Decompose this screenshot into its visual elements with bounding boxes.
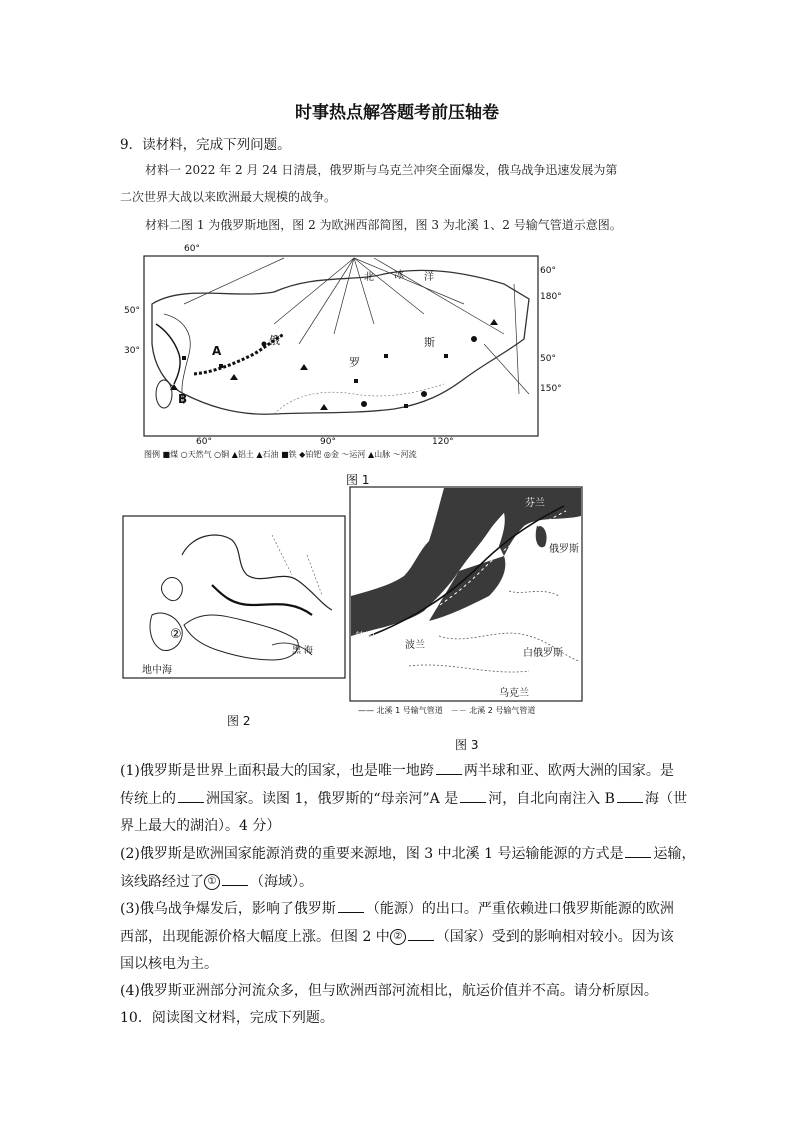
fig2-mediterranean: 地中海 — [142, 665, 172, 676]
fig3-finland: 芬兰 — [525, 498, 545, 509]
page-title: 时事热点解答题考前压轴卷 — [295, 103, 499, 123]
lon-label-60: 60° — [196, 437, 212, 447]
fig3-sweden: 瑞典 — [391, 528, 411, 539]
figure-3-caption: 图 3 — [455, 738, 479, 752]
label-B: B — [178, 392, 188, 406]
material-1-line-1: 材料一 2022 年 2 月 24 日清晨，俄罗斯与乌克兰冲突全面爆发，俄乌战争迅速发展为第 — [145, 163, 618, 177]
q1-blank-1[interactable] — [436, 760, 462, 775]
figure-1-caption: 图 1 — [346, 473, 370, 487]
nordstream-map-graphic — [349, 486, 583, 702]
fig3-ukraine: 乌克兰 — [499, 688, 529, 699]
label-yang: 洋 — [424, 272, 434, 283]
figure-1-russia-map — [124, 244, 564, 460]
label-bing: 冰 — [394, 270, 404, 281]
label-luo: 罗 — [349, 356, 360, 369]
right-label-150: 150° — [540, 384, 562, 394]
q1-blank-3[interactable] — [460, 788, 486, 803]
lon-label-90: 90° — [320, 437, 336, 447]
q2-text-b: 运输， — [653, 846, 696, 862]
q2-blank-2[interactable] — [222, 871, 248, 886]
q1-text-g: 界上最大的湖泊）。4 分） — [120, 818, 281, 834]
figure-3-nordstream-map — [349, 486, 583, 702]
q3-blank-2[interactable] — [408, 926, 434, 941]
fig2-black-sea: 黑 海 — [292, 646, 313, 656]
label-e: 俄 — [269, 334, 280, 347]
question-9-part-4: (4)俄罗斯亚洲部分河流众多，但与欧洲西部河流相比，航运价值并不高。请分析原因。 — [120, 983, 658, 999]
q1-blank-4[interactable] — [617, 788, 643, 803]
label-bei: 北 — [364, 272, 374, 283]
q1-text-b: 两半球和亚、欧两大洲的国家。是 — [463, 763, 674, 779]
fig3-poland: 波兰 — [405, 640, 425, 651]
fig3-germany: 德国 — [355, 632, 375, 643]
right-label-60: 60° — [540, 266, 556, 276]
figure-2-europe-map — [122, 515, 346, 679]
right-label-50: 50° — [540, 354, 556, 364]
q3-text-c: 西部，出现能源价格大幅度上涨。但图 2 中 — [120, 928, 390, 945]
label-A: A — [212, 344, 222, 358]
material-1-line-2: 二次世界大战以来欧洲最大规模的战争。 — [120, 190, 337, 204]
lon-label-120: 120° — [432, 437, 454, 447]
figure-3-legend: —— 北溪 1 号输气管道 －－ 北溪 2 号输气管道 — [358, 706, 536, 715]
material-2: 材料二图 1 为俄罗斯地图，图 2 为欧洲西部简图，图 3 为北溪 1、2 号输气管道示意图。 — [145, 218, 622, 232]
question-9-part-1 — [120, 758, 710, 841]
q3-blank-1[interactable] — [338, 898, 364, 913]
q2-blank-1[interactable] — [625, 843, 651, 858]
lat-label-50: 50° — [124, 306, 140, 316]
lat-label-30: 30° — [124, 346, 140, 356]
label-si: 斯 — [424, 336, 435, 349]
q2-text-a: (2)俄罗斯是欧洲国家能源消费的重要来源地，图 3 中北溪 1 号运输能源的方式是 — [120, 846, 624, 862]
q1-blank-2[interactable] — [178, 788, 204, 803]
q1-text-f: 海（世 — [644, 790, 687, 807]
question-10-stem: 10．阅读图文材料，完成下列题。 — [120, 1010, 334, 1026]
russia-map-graphic — [124, 244, 564, 460]
q2-circle-1: ① — [204, 874, 220, 890]
q3-text-d: （国家）受到的影响相对较小。因为该 — [435, 928, 674, 945]
q3-text-e: 国以核电为主。 — [120, 956, 218, 972]
question-9-stem: 9．读材料，完成下列问题。 — [120, 137, 291, 153]
q2-text-c: 该线路经过了 — [120, 873, 204, 890]
figure-1-legend: 图例 ■煤 ○天然气 ○铜 ▲铝土 ▲石油 ■铁 ◆铂钯 ◎金 ～运河 ▲山脉 ～河流 — [144, 450, 417, 459]
q2-text-d: （海域）。 — [250, 873, 313, 890]
q1-text-d: 洲国家。读图 1，俄罗斯的“母亲河”A 是 — [206, 790, 459, 807]
fig3-russia: 俄罗斯 — [549, 544, 579, 555]
q1-text-c: 传统上的 — [120, 790, 176, 807]
figure-2-caption: 图 2 — [227, 714, 251, 728]
q3-text-b: （能源）的出口。严重依赖进口俄罗斯能源的欧洲 — [365, 901, 674, 917]
q3-circle-2: ② — [390, 929, 406, 945]
fig3-belarus: 白俄罗斯 — [523, 648, 563, 659]
q1-text-a: (1)俄罗斯是世界上面积最大的国家，也是唯一地跨 — [120, 763, 434, 779]
q1-text-e: 河，自北向南注入 B — [488, 790, 615, 807]
question-9-part-3 — [120, 896, 710, 979]
lat-label-60: 60° — [184, 244, 200, 254]
question-9-part-2 — [120, 841, 710, 896]
q3-text-a: (3)俄乌战争爆发后，影响了俄罗斯 — [120, 901, 336, 917]
right-label-180: 180° — [540, 292, 562, 302]
fig2-circle-2: ② — [170, 627, 182, 642]
